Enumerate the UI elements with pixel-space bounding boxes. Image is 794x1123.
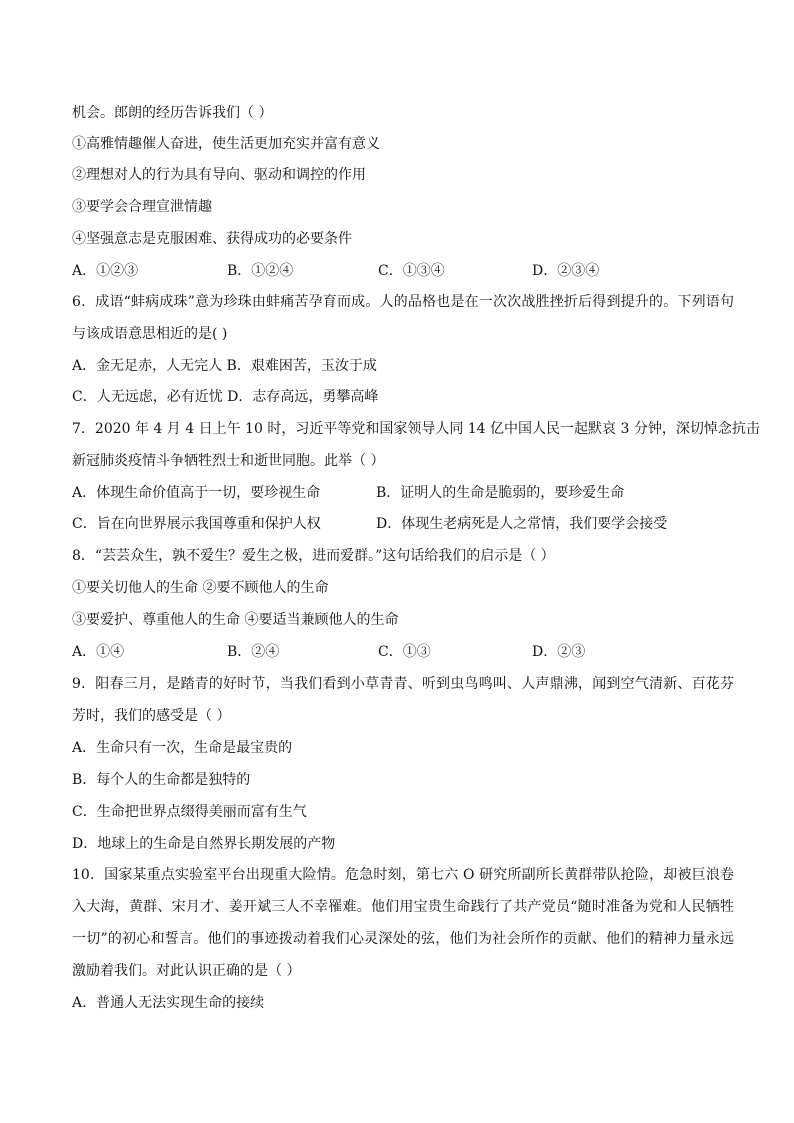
q6-options-cd[interactable]: C．人无远虑，必有近忧 D．志存高远，勇攀高峰 xyxy=(72,389,379,405)
q10-stem-line1: 10．国家某重点实验室平台出现重大险情。危急时刻，第七六 O 研究所副所长黄群带队抢险，却被巨浪卷 xyxy=(72,867,734,883)
q8-option-a[interactable]: A．①④ xyxy=(72,644,125,660)
q9-option-b[interactable]: B．每个人的生命都是独特的 xyxy=(72,772,251,788)
q5-statement-4: ④坚强意志是克服困难、获得成功的必要条件 xyxy=(72,231,352,247)
q10-stem-line2: 入大海，黄群、宋月才、姜开斌三人不幸罹难。他们用宝贵生命践行了共产党员“随时准备为党和人民牺牲 xyxy=(72,899,734,915)
q7-option-b[interactable]: B．证明人的生命是脆弱的，要珍爱生命 xyxy=(376,485,625,501)
q9-stem-line1: 9．阳春三月，是踏青的好时节，当我们看到小草青青、听到虫鸟鸣叫、人声鼎沸，闻到空气清新、百花芬 xyxy=(72,676,734,692)
q6-stem-line2: 与该成语意思相近的是( ) xyxy=(72,326,228,342)
q5-statement-3: ③要学会合理宣泄情趣 xyxy=(72,199,212,215)
q8-stem: 8．“芸芸众生，孰不爱生？爱生之极，进而爱群。”这句话给我们的启示是（ ） xyxy=(72,548,555,564)
q8-statements-1-2: ①要关切他人的生命 ②要不顾他人的生命 xyxy=(72,580,329,596)
q10-stem-line4: 激励着我们。对此认识正确的是（ ） xyxy=(72,963,301,979)
q5-statement-2: ②理想对人的行为具有导向、驱动和调控的作用 xyxy=(72,167,366,183)
q9-option-d[interactable]: D．地球上的生命是自然界长期发展的产物 xyxy=(72,836,336,852)
q9-stem-line2: 芳时，我们的感受是（ ） xyxy=(72,708,231,724)
q5-option-d[interactable]: D．②③④ xyxy=(532,263,600,279)
q9-option-c[interactable]: C．生命把世界点缀得美丽而富有生气 xyxy=(72,804,307,820)
q6-options-ab[interactable]: A．金无足赤，人无完人 B．艰难困苦，玉汝于成 xyxy=(72,358,377,374)
q5-stem-end: 机会。郎朗的经历告诉我们（ ） xyxy=(72,105,273,121)
q7-option-a[interactable]: A．体现生命价值高于一切，要珍视生命 xyxy=(72,485,321,501)
q5-statement-1: ①高雅情趣催人奋进，使生活更加充实并富有意义 xyxy=(72,136,380,152)
q6-stem-line1: 6．成语“蚌病成珠”意为珍珠由蚌痛苦孕育而成。人的品格也是在一次次战胜挫折后得到提升的。下列语句 xyxy=(72,294,734,310)
q7-stem-line1: 7．2020 年 4 月 4 日上午 10 时，习近平等党和国家领导人同 14 亿中国人民一起默哀 3 分钟，深切悼念抗击 xyxy=(72,421,760,437)
q8-option-c[interactable]: C．①③ xyxy=(378,644,431,660)
q10-option-a[interactable]: A．普通人无法实现生命的接续 xyxy=(72,995,265,1011)
q8-statements-3-4: ③要爱护、尊重他人的生命 ④要适当兼顾他人的生命 xyxy=(72,612,399,628)
q9-option-a[interactable]: A．生命只有一次，生命是最宝贵的 xyxy=(72,740,293,756)
q7-option-d[interactable]: D．体现生老病死是人之常情，我们要学会接受 xyxy=(376,516,668,532)
q10-stem-line3: 一切”的初心和誓言。他们的事迹拨动着我们心灵深处的弦，他们为社会所作的贡献、他们的精神力量永远 xyxy=(72,931,734,947)
q5-option-a[interactable]: A．①②③ xyxy=(72,263,139,279)
q7-stem-line2: 新冠肺炎疫情斗争牺牲烈士和逝世同胞。此举（ ） xyxy=(72,453,385,469)
q5-option-b[interactable]: B．①②④ xyxy=(227,263,294,279)
q7-option-c[interactable]: C．旨在向世界展示我国尊重和保护人权 xyxy=(72,516,321,532)
q8-option-b[interactable]: B．②④ xyxy=(227,644,280,660)
q5-option-c[interactable]: C．①③④ xyxy=(378,263,445,279)
q8-option-d[interactable]: D．②③ xyxy=(532,644,586,660)
